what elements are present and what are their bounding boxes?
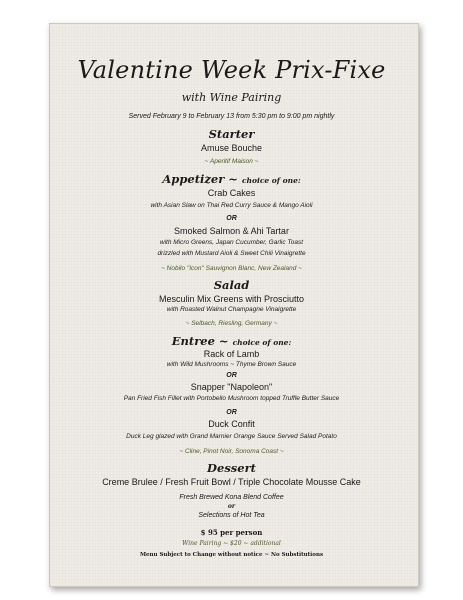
salad-heading: Salad bbox=[213, 278, 250, 292]
appetizer-desc-2a: with Micro Greens, Japan Cucumber, Garlic Toast bbox=[159, 239, 304, 246]
dessert-tea: Selections of Hot Tea bbox=[198, 512, 265, 519]
entree-desc-2: Pan Fried Fish Fillet with Portobello Mushroom topped Truffle Butter Sauce bbox=[123, 395, 340, 402]
appetizer-wine: ~ Nobilo "Icon" Sauvignon Blanc, New Zealand ~ bbox=[161, 265, 302, 272]
salad-desc: with Roasted Walnut Champagne Vinaigrette bbox=[166, 306, 297, 313]
appetizer-or: OR bbox=[226, 215, 237, 222]
menu-title: Valentine Week Prix-Fixe bbox=[77, 56, 386, 84]
starter-dish: Amuse Bouche bbox=[200, 143, 263, 153]
menu-subtitle: with Wine Pairing bbox=[181, 91, 282, 104]
entree-or-1: OR bbox=[226, 372, 237, 379]
entree-dish-3: Duck Confit bbox=[208, 419, 255, 429]
entree-desc-1: with Wild Mushrooms ~ Thyme Brown Sauce bbox=[166, 361, 297, 368]
entree-dish-2: Snapper "Napoleon" bbox=[190, 382, 273, 392]
entree-wine: ~ Cline, Pinot Noir, Sonoma Coast ~ bbox=[179, 448, 284, 455]
starter-wine: ~ Aperitif Maison ~ bbox=[204, 158, 259, 165]
salad-wine: ~ Selbach, Riesling, Germany ~ bbox=[185, 320, 278, 327]
starter-heading: Starter bbox=[208, 127, 255, 141]
entree-heading-label: Entree ~ bbox=[171, 334, 229, 348]
entree-desc-3: Duck Leg glazed with Grand Marnier Orange Sauce Served Salad Potato bbox=[126, 433, 337, 440]
menu-notice: Menu Subject to Change without notice ~ No Substitutions bbox=[139, 552, 324, 558]
price: $ 95 per person bbox=[200, 528, 263, 537]
appetizer-dish-1: Crab Cakes bbox=[207, 188, 256, 198]
served-dates: Served February 9 to February 13 from 5:30 pm to 9:00 pm nightly bbox=[128, 113, 335, 120]
wine-pairing-price: Wine Pairing ~ $20 ~ additional bbox=[182, 540, 281, 547]
appetizer-heading-label: Appetizer ~ bbox=[162, 172, 238, 186]
salad-dish: Mesculin Mix Greens with Prosciutto bbox=[158, 294, 305, 304]
entree-dish-1: Rack of Lamb bbox=[203, 349, 260, 359]
dessert-heading: Dessert bbox=[207, 461, 256, 475]
appetizer-dish-2: Smoked Salmon & Ahi Tartar bbox=[174, 226, 289, 236]
entree-heading bbox=[0, 336, 463, 348]
appetizer-heading bbox=[0, 174, 463, 186]
entree-choice-note: choice of one: bbox=[232, 338, 292, 347]
appetizer-choice-note: choice of one: bbox=[241, 176, 301, 185]
entree-or-2: OR bbox=[226, 409, 237, 416]
dessert-dish: Creme Brulee / Fresh Fruit Bowl / Triple Chocolate Mousse Cake bbox=[102, 477, 361, 487]
dessert-or: or bbox=[227, 503, 236, 510]
dessert-coffee: Fresh Brewed Kona Blend Coffee bbox=[179, 494, 284, 501]
appetizer-desc-2b: drizzled with Mustard Aioli & Sweet Chili Vinaigrette bbox=[157, 250, 306, 257]
appetizer-desc-1: with Asian Slaw on Thai Red Curry Sauce & Mango Aioli bbox=[150, 202, 313, 209]
